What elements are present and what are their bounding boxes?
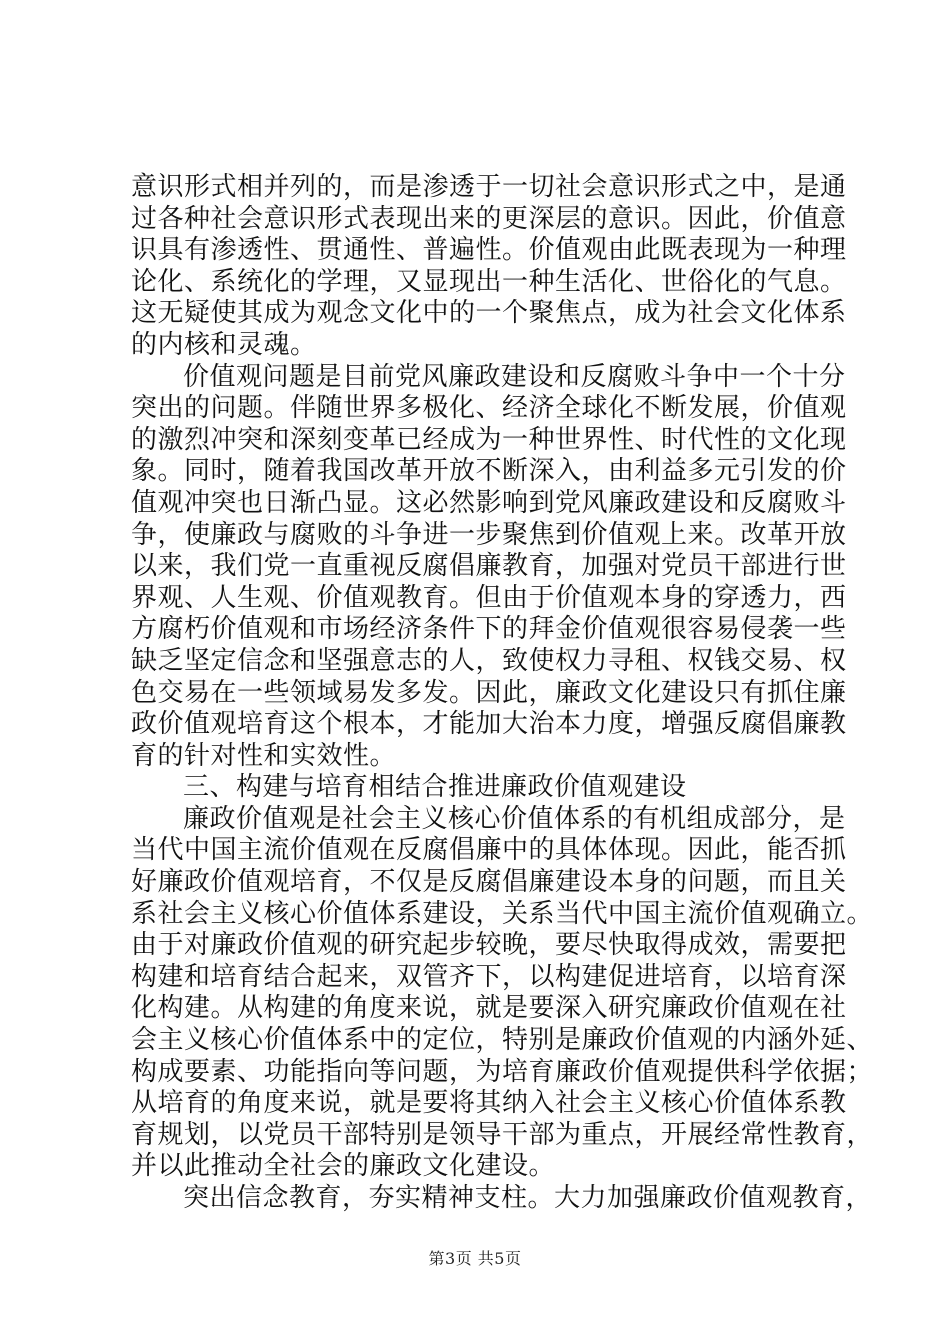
text-line: 界观、人生观、价值观教育。但由于价值观本身的穿透力，西 xyxy=(131,582,847,613)
paragraph-first-line: 突出信念教育，夯实精神支柱。大力加强廉政价值观教育， xyxy=(183,1183,873,1213)
text-line: 由于对廉政价值观的研究起步较晚，要尽快取得成效，需要把 xyxy=(131,930,847,961)
text-line: 这无疑使其成为观念文化中的一个聚焦点，成为社会文化体系 xyxy=(131,298,847,329)
text-line: 系社会主义核心价值体系建设，关系当代中国主流价值观确立。 xyxy=(131,898,874,929)
text-line: 识具有渗透性、贯通性、普遍性。价值观由此既表现为一种理 xyxy=(131,235,847,266)
text-line: 过各种社会意识形式表现出来的更深层的意识。因此，价值意 xyxy=(131,203,847,234)
text-line: 突出的问题。伴随世界多极化、经济全球化不断发展，价值观 xyxy=(131,393,847,424)
text-line: 从培育的角度来说，就是要将其纳入社会主义核心价值体系教 xyxy=(131,1088,847,1119)
text-line: 论化、系统化的学理，又显现出一种生活化、世俗化的气息。 xyxy=(131,266,847,297)
text-line: 构建和培育结合起来，双管齐下，以构建促进培育，以培育深 xyxy=(131,961,847,992)
text-line: 构成要素、功能指向等问题，为培育廉政价值观提供科学依据； xyxy=(131,1056,874,1087)
text-line: 以来，我们党一直重视反腐倡廉教育，加强对党员干部进行世 xyxy=(131,551,847,582)
text-line: 争，使廉政与腐败的斗争进一步聚焦到价值观上来。改革开放 xyxy=(131,519,847,550)
text-line: 的内核和灵魂。 xyxy=(131,329,317,360)
text-line: 色交易在一些领域易发多发。因此，廉政文化建设只有抓住廉 xyxy=(131,677,847,708)
text-line: 的激烈冲突和深刻变革已经成为一种世界性、时代性的文化现 xyxy=(131,424,847,455)
text-line: 好廉政价值观培育，不仅是反腐倡廉建设本身的问题，而且关 xyxy=(131,867,847,898)
text-line: 育的针对性和实效性。 xyxy=(131,740,397,771)
text-line: 化构建。从构建的角度来说，就是要深入研究廉政价值观在社 xyxy=(131,993,847,1024)
document-body xyxy=(131,172,874,1215)
text-line: 象。同时，随着我国改革开放不断深入，由利益多元引发的价 xyxy=(131,456,847,487)
text-line: 育规划，以党员干部特别是领导干部为重点，开展经常性教育， xyxy=(131,1119,874,1150)
text-line: 意识形式相并列的，而是渗透于一切社会意识形式之中，是通 xyxy=(131,172,847,202)
text-line: 会主义核心价值体系中的定位，特别是廉政价值观的内涵外延、 xyxy=(131,1025,874,1056)
paragraph-first-line: 廉政价值观是社会主义核心价值体系的有机组成部分，是 xyxy=(183,803,846,834)
text-line: 缺乏坚定信念和坚强意志的人，致使权力寻租、权钱交易、权 xyxy=(131,645,847,676)
text-line: 当代中国主流价值观在反腐倡廉中的具体体现。因此，能否抓 xyxy=(131,835,847,866)
text-line: 值观冲突也日渐凸显。这必然影响到党风廉政建设和反腐败斗 xyxy=(131,487,847,518)
section-heading: 三、构建与培育相结合推进廉政价值观建设 xyxy=(183,772,687,803)
text-line: 方腐朽价值观和市场经济条件下的拜金价值观很容易侵袭一些 xyxy=(131,614,847,645)
text-line: 政价值观培育这个根本，才能加大治本力度，增强反腐倡廉教 xyxy=(131,709,847,740)
paragraph-first-line: 价值观问题是目前党风廉政建设和反腐败斗争中一个十分 xyxy=(183,361,846,392)
page-number-footer: 第3页 共5页 xyxy=(428,1249,522,1268)
text-line: 并以此推动全社会的廉政文化建设。 xyxy=(131,1151,556,1182)
